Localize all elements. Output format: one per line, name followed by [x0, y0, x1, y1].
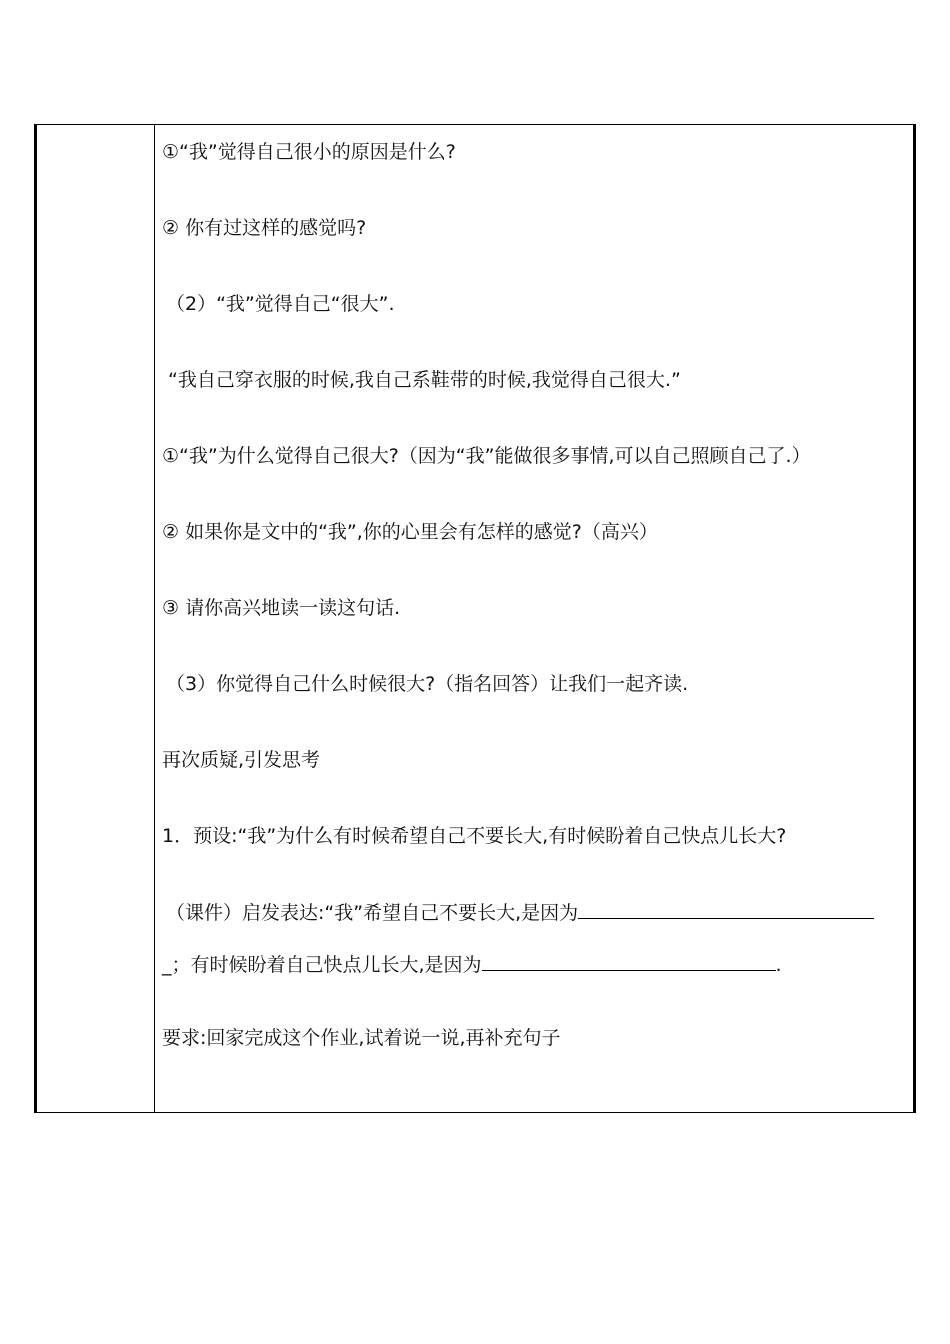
- question-why-small: ①“我”觉得自己很小的原因是什么?: [162, 141, 456, 163]
- quote-feel-big: “我自己穿衣服的时候,我自己系鞋带的时候,我觉得自己很大.”: [168, 369, 681, 391]
- answer-blank-1[interactable]: [578, 900, 874, 919]
- instruction-read-happily: ③ 请你高兴地读一读这句话.: [162, 597, 401, 619]
- preset-question: 1．预设:“我”为什么有时候希望自己不要长大,有时候盼着自己快点儿长大?: [162, 825, 787, 847]
- answer-blank-2[interactable]: [482, 952, 776, 971]
- homework-requirement: 要求:回家完成这个作业,试着说一说,再补充句子: [162, 1027, 561, 1049]
- question-why-big: ①“我”为什么觉得自己很大?（因为“我”能做很多事情,可以自己照顾自己了.）: [162, 445, 811, 467]
- fill-in-line-2: [162, 952, 782, 977]
- question-if-you-were: ② 如果你是文中的“我”,你的心里会有怎样的感觉?（高兴）: [162, 521, 658, 543]
- section-3-heading: （2）“我”觉得自己“很大”.: [166, 293, 395, 315]
- fill-in-period: .: [775, 954, 782, 976]
- question-have-feeling: ② 你有过这样的感觉吗?: [162, 217, 367, 239]
- fill-in-text-2: _；有时候盼着自己快点儿长大,是因为: [162, 954, 482, 976]
- section-3-question: （3）你觉得自己什么时候很大?（指名回答）让我们一起齐读.: [166, 673, 689, 695]
- section-heading-rethink: 再次质疑,引发思考: [162, 749, 321, 771]
- fill-in-line-1: [166, 900, 874, 925]
- fill-in-text-1: （课件）启发表达:“我”希望自己不要长大,是因为: [166, 902, 579, 924]
